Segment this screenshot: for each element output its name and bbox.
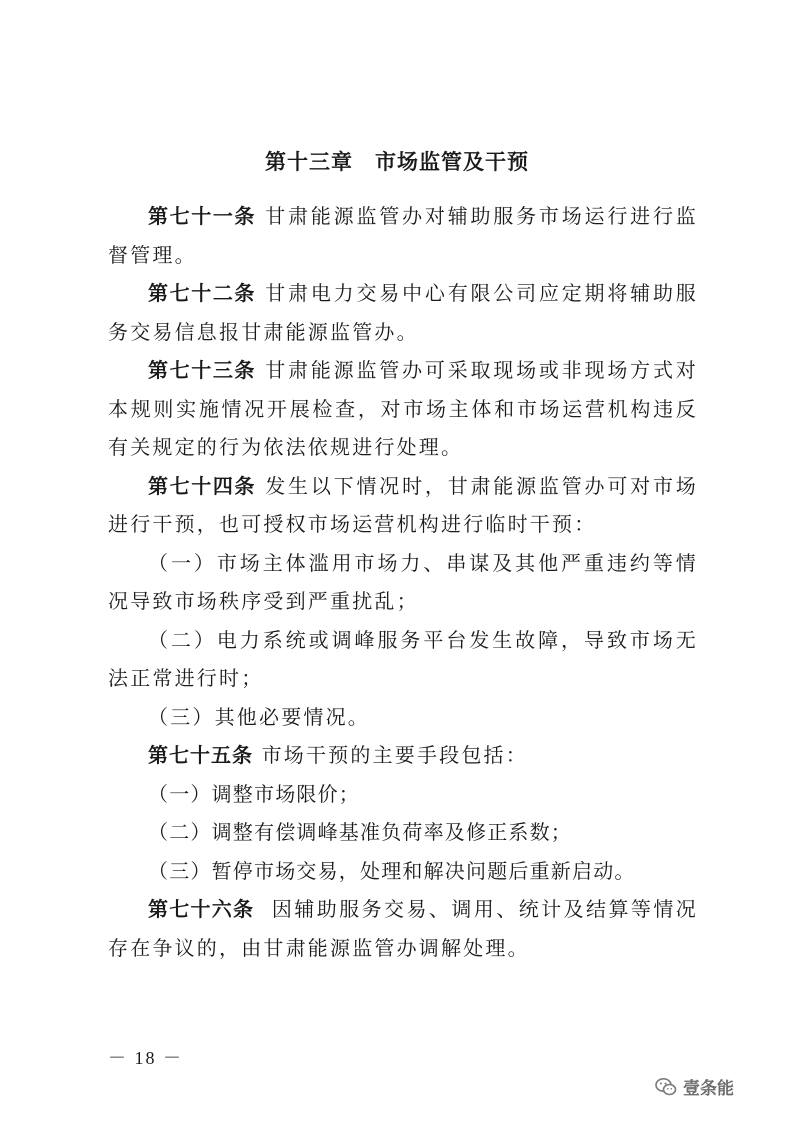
watermark <box>655 1074 734 1099</box>
item-text: （一）市场主体滥用市场力、串谋及其他严重违约等情况导致市场秩序受到严重扰乱； <box>108 550 698 613</box>
article-text: 甘肃能源监管办对辅助服务市场运行进行监督管理。 <box>108 204 698 267</box>
chapter-name: 市场监管及干预 <box>375 150 529 174</box>
article-74 <box>108 467 698 544</box>
article-71 <box>108 197 698 274</box>
item-text: （三）暂停市场交易，处理和解决问题后重新启动。 <box>148 858 636 883</box>
list-item <box>108 852 698 891</box>
article-text: 发生以下情况时，甘肃能源监管办可对市场进行干预，也可授权市场运营机构进行临时干预： <box>108 473 698 536</box>
item-text: （三）其他必要情况。 <box>148 704 370 729</box>
document-body <box>108 197 698 967</box>
article-text: 因辅助服务交易、调用、统计及结算等情况存在争议的，由甘肃能源监管办调解处理。 <box>108 897 698 960</box>
list-item <box>108 621 698 698</box>
chapter-number: 第十三章 <box>265 150 353 174</box>
list-item <box>108 775 698 814</box>
article-number: 第七十一条 <box>148 204 257 228</box>
chapter-title <box>0 146 794 176</box>
article-number: 第七十六条 <box>148 897 255 921</box>
list-item <box>108 544 698 621</box>
item-text: （一）调整市场限价； <box>148 781 360 806</box>
watermark-text: 壹条能 <box>683 1079 734 1099</box>
article-76 <box>108 890 698 967</box>
article-text: 甘肃能源监管办可采取现场或非现场方式对本规则实施情况开展检查，对市场主体和市场运营机构违反有关规定的行为依法依规进行处理。 <box>108 358 698 459</box>
list-item <box>108 813 698 852</box>
article-73 <box>108 351 698 467</box>
article-text: 甘肃电力交易中心有限公司应定期将辅助服务交易信息报甘肃能源监管办。 <box>108 281 698 344</box>
article-75 <box>108 736 698 775</box>
page-number: － 18 － <box>108 1048 183 1068</box>
article-72 <box>108 274 698 351</box>
wechat-icon <box>655 1077 677 1097</box>
item-text: （二）电力系统或调峰服务平台发生故障，导致市场无法正常进行时； <box>108 627 698 690</box>
article-number: 第七十二条 <box>148 281 257 305</box>
article-number: 第七十五条 <box>148 743 253 767</box>
article-number: 第七十四条 <box>148 473 257 498</box>
item-text: （二）调整有偿调峰基准负荷率及修正系数； <box>148 820 572 844</box>
article-text: 市场干预的主要手段包括： <box>261 743 528 767</box>
list-item <box>108 698 698 737</box>
article-number: 第七十三条 <box>148 358 257 382</box>
